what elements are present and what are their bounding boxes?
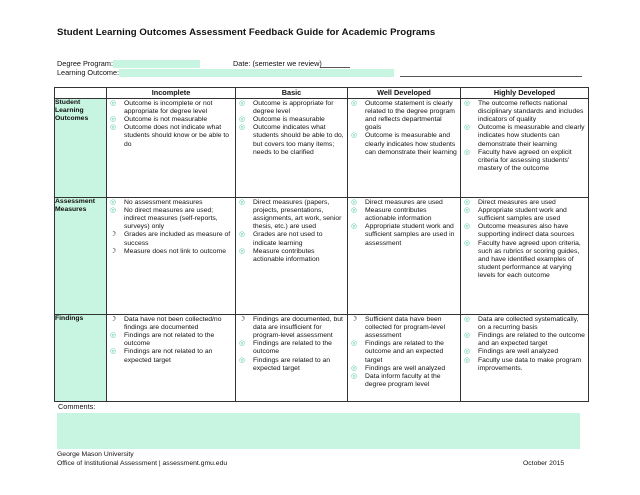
list-item-text: Findings are related to the outcome [253,340,332,356]
list-item [464,357,586,373]
list-item [110,207,233,231]
list-item-text: Measure does not link to outcome [124,247,227,255]
list-item-text: Grades are included as measure of success [124,231,231,247]
list-item [351,199,458,207]
circle-bullet-icon: ◎ [110,116,117,124]
list-item-text: Data inform faculty at the degree program level [365,372,441,388]
list-item [110,116,233,124]
list-item [351,207,458,223]
circle-bullet-icon: ◎ [351,223,358,231]
list-item [110,348,233,364]
list-item-text: No direct measures are used; indirect measures (self-reports, surveys) only [124,206,218,231]
list-item [351,365,458,373]
learning-outcome-label: Learning Outcome: [57,68,120,77]
table-header-row [55,88,589,99]
list-item [464,149,586,173]
list-item-text: Grades are not used to indicate learning [253,231,323,247]
table-cell [107,197,236,314]
list-item-text: Outcome is not measurable [124,116,208,124]
circle-bullet-icon: ◎ [351,198,358,206]
moon-bullet-icon: ☽ [110,231,117,239]
circle-bullet-icon: ◎ [464,223,471,231]
list-item-text: Outcome is measurable [253,116,325,124]
table-cell [461,197,589,314]
circle-bullet-icon: ◎ [239,231,246,239]
list-item [464,348,586,356]
list-item-text: Outcome statement is clearly related to the degree program and reflects departmental goals [365,99,455,132]
column-header: Basic [236,88,348,99]
circle-bullet-icon: ◎ [239,340,246,348]
table-cell [107,314,236,401]
circle-bullet-icon: ◎ [110,198,117,206]
list-item [351,373,458,389]
list-item [110,124,233,148]
column-header: Highly Developed [461,88,589,99]
list-item [351,100,458,133]
list-item-text: Faculty have agreed upon criteria, such as rubrics or scoring guides, and have identified examples of student performance at varying levels for each outcome [478,239,581,280]
table-cell [236,197,348,314]
list-item-text: Faculty use data to make program improvements. [478,356,582,372]
list-item [239,100,345,116]
table-row [55,98,589,197]
list-item-text: Outcome measures also have supporting indirect data sources [478,223,575,239]
list-item-text: Findings are well analyzed [478,348,559,356]
list-item-text: Outcome is appropriate for degree level [253,99,334,115]
list-item [239,248,345,264]
table-cell [236,314,348,401]
date-row [233,59,322,68]
list-item [464,124,586,148]
circle-bullet-icon: ◎ [351,132,358,140]
list-item-text: Measure contributes actionable information [253,247,320,263]
list-item-text: Direct measures (papers, projects, presentations, assignments, art work, senior thesis, etc.) are used [253,198,342,231]
list-item-text: Faculty have agreed on explicit criteria for assessing students' mastery of the outcome [478,148,572,172]
list-item-text: Outcome indicates what students should be able to do, but covers too many items; needs to be clarified [253,124,344,156]
list-item-text: Direct measures are used [365,198,443,206]
list-item [239,116,345,124]
list-item [239,231,345,247]
list-item [351,223,458,247]
list-item-text: Findings are related to the outcome and an expected target [365,340,444,364]
list-item-text: Findings are not related to the outcome [124,332,215,348]
moon-bullet-icon: ☽ [110,315,117,323]
list-item [239,357,345,373]
list-item-text: Findings are documented, but data are insufficient for program-level assessment [253,315,343,340]
column-header: Incomplete [107,88,236,99]
circle-bullet-icon: ◎ [239,198,246,206]
circle-bullet-icon: ◎ [239,116,246,124]
circle-bullet-icon: ◎ [464,198,471,206]
list-item [464,100,586,124]
list-item [464,199,586,207]
table-cell [348,314,461,401]
list-item-text: Findings are related to the outcome and an expected target [478,332,585,348]
table-row [55,314,589,401]
list-item [464,207,586,223]
list-item [239,199,345,232]
footer-date: October 2015 [523,460,565,467]
table-cell [348,98,461,197]
table-cell [236,98,348,197]
list-item [464,332,586,348]
document-title: Student Learning Outcomes Assessment Feedback Guide for Academic Programs [57,27,436,38]
circle-bullet-icon: ◎ [110,206,117,214]
list-item-text: Data are collected systematically, on a recurring basis [478,315,579,331]
moon-bullet-icon: ☽ [239,315,246,323]
list-item [464,223,586,239]
rubric-table [54,87,589,402]
comments-field[interactable] [57,413,580,449]
list-item [351,316,458,340]
circle-bullet-icon: ◎ [239,356,246,364]
list-item-text: Measure contributes actionable information [365,206,432,223]
list-item-text: Findings are not related to an expected target [124,348,213,364]
date-value[interactable]: (semester we review) [252,59,322,68]
corner-cell [55,88,107,99]
circle-bullet-icon: ◎ [110,124,117,132]
circle-bullet-icon: ◎ [239,247,246,255]
circle-bullet-icon: ◎ [351,206,358,214]
list-item [464,316,586,332]
circle-bullet-icon: ◎ [239,124,246,132]
list-item [110,248,233,256]
circle-bullet-icon: ◎ [464,206,471,214]
list-item-text: Appropriate student work and sufficient samples are used in assessment [365,223,455,247]
list-item [110,100,233,116]
row-header: Student Learning Outcomes [55,98,107,197]
list-item-text: Sufficient data have been collected for program-level assessment [365,315,446,340]
table-cell [461,314,589,401]
list-item [110,199,233,207]
list-item-text: Outcome is measurable and clearly indicates how students can demonstrate their learning [478,124,585,148]
learning-outcome-row [57,68,394,77]
circle-bullet-icon: ◎ [464,348,471,356]
learning-outcome-underline [400,76,582,77]
date-label: Date: [233,59,251,68]
list-item-text: Direct measures are used [478,198,556,206]
list-item [464,240,586,281]
circle-bullet-icon: ◎ [464,99,471,107]
table-cell [461,98,589,197]
circle-bullet-icon: ◎ [110,332,117,340]
circle-bullet-icon: ◎ [239,99,246,107]
list-item [110,332,233,348]
table-cell [107,98,236,197]
list-item [351,132,458,156]
list-item [351,340,458,364]
list-item [239,124,345,157]
circle-bullet-icon: ◎ [351,364,358,372]
list-item-text: Findings are well analyzed [365,364,446,372]
list-item-text: Findings are related to an expected target [253,356,331,372]
circle-bullet-icon: ◎ [464,356,471,364]
circle-bullet-icon: ◎ [464,148,471,156]
degree-program-row [57,59,200,68]
list-item-text: Outcome does not indicate what students should know or be able to do [124,124,230,148]
list-item [110,316,233,332]
list-item-text: No assessment measures [124,198,203,206]
circle-bullet-icon: ◎ [464,315,471,323]
circle-bullet-icon: ◎ [351,372,358,380]
circle-bullet-icon: ◎ [110,348,117,356]
footer-org: George Mason University [57,451,134,458]
comments-label: Comments: [58,402,96,411]
learning-outcome-field[interactable] [119,69,394,77]
moon-bullet-icon: ☽ [110,247,117,255]
table-cell [348,197,461,314]
column-header: Well Developed [348,88,461,99]
table-row [55,197,589,314]
footer-office: Office of Institutional Assessment | assessment.gmu.edu [57,460,228,467]
moon-bullet-icon: ☽ [351,315,358,323]
list-item [239,340,345,356]
row-header: Findings [55,314,107,401]
circle-bullet-icon: ◎ [110,99,117,107]
circle-bullet-icon: ◎ [351,340,358,348]
row-header: Assessment Measures [55,197,107,314]
list-item [110,231,233,247]
list-item-text: Appropriate student work and sufficient samples are used [478,206,567,223]
list-item [239,316,345,340]
list-item-text: Outcome is measurable and clearly indicates how students can demonstrate their learning [365,132,457,156]
list-item-text: Outcome is incomplete or not appropriate for degree level [124,99,213,115]
circle-bullet-icon: ◎ [351,99,358,107]
circle-bullet-icon: ◎ [464,332,471,340]
degree-program-label: Degree Program: [57,59,113,68]
list-item-text: Data have not been collected/no findings are documented [124,315,222,331]
circle-bullet-icon: ◎ [464,124,471,132]
list-item-text: The outcome reflects national disciplinary standards and includes indicators of quality [478,99,584,124]
degree-program-field[interactable] [113,60,200,68]
circle-bullet-icon: ◎ [464,239,471,247]
